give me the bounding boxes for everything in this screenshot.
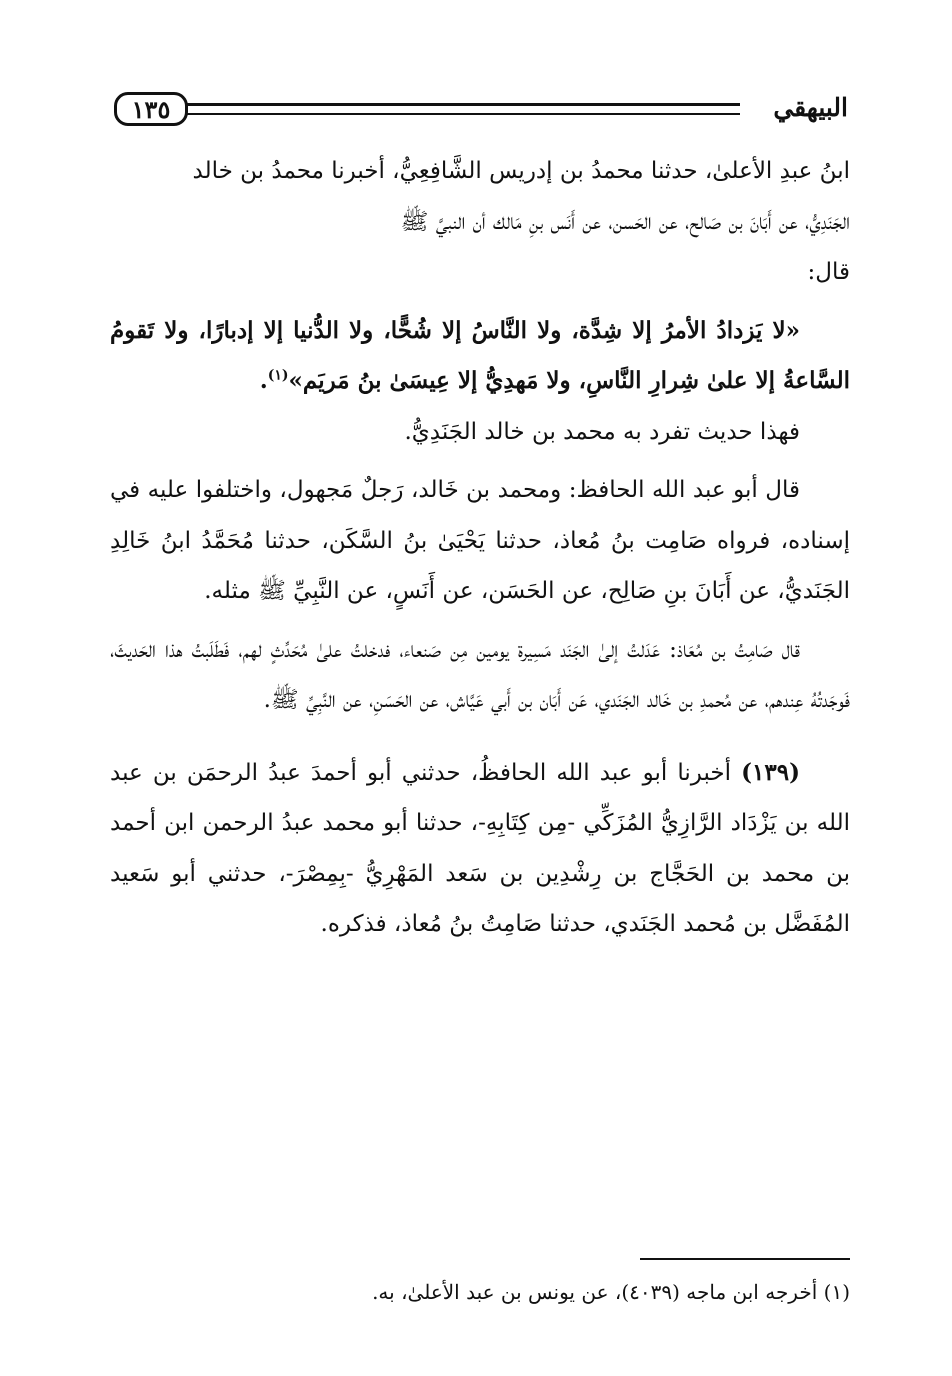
paragraph-1-line-3: قال: [807,259,850,285]
paragraph-5: قال صَامِتُ بن مُعَاذ: عَدَلتُ إلىٰ الجَنَد مَسِيرة يومين مِن صَنعاء، فدخلتُ علىٰ مُحَدِّثٍ لهم، فَطَلَبتُ هذا الحَديثَ، فَوجَدتُهُ عِندهم، عن مُحمدِ بن خَالد الجَنَدي، عَن أَبَان بن أَبي عَيَّاش، عن الحَسَنِ، عن النَّبِيِّ ﷺ. [110,636,850,713]
paragraph-6-text: أخبرنا أبو عبد الله الحافظُ، حدثني أبو أحمدَ عبدُ الرحمَن بن عبد الله بن يَزْدَاد الرَّازِيُّ المُزَكِّي -مِن كِتَابِهِ-، حدثنا أبو محمد عبدُ الرحمن ابن أحمد بن محمد بن الحَجَّاج بن رِشْدِين بن سَعد المَهْرِيُّ -بِمِصْرَ-، حدثني أبو سَعيد المُفَضَّل بن مُحمد الجَنَدي، حدثنا صَامِتُ بنُ مُعاذ، فذكره. [110,759,850,937]
paragraph-6 [110,748,850,950]
main-text [110,146,850,950]
footnote-separator [640,1258,850,1260]
hadith-number: (١٣٩) [741,758,800,786]
paragraph-1-line-1: ابنُ عبدِ الأعلىٰ، حدثنا محمدُ بن إدريس الشَّافِعِيُّ، أخبرنا محمدُ بن خالد [192,158,850,184]
paragraph-3: فهذا حديث تفرد به محمد بن خالد الجَنَدِيُّ. [404,418,800,445]
header-double-rule [184,103,746,115]
page-header [110,88,850,134]
page-number: ١٣٥ [114,92,188,126]
hadith-end-punct: . [259,367,268,394]
hadith-text: «لا يَزدادُ الأمرُ إلا شِدَّة، ولا النَّاسُ إلا شُحًّا، ولا الدُّنيا إلا إدبارًا، ولا تَقومُ السَّاعةُ إلا علىٰ شِرارِ النَّاسِ، ولا مَهدِيُّ إلا عِيسَىٰ بنُ مَريَم» [110,316,850,394]
footnote: (١) أخرجه ابن ماجه (٤٠٣٩)، عن يونس بن عبد الأعلىٰ، به. [372,1280,850,1304]
running-title: البيهقي [740,88,850,128]
paragraph-4: قال أبو عبد الله الحافظ: ومحمد بن خَالد، رَجلٌ مَجهول، واختلفوا عليه في إسناده، فرواه صَامِت بنُ مُعاذ، حدثنا يَحْيَىٰ بنُ السَّكَن، حدثنا مُحَمَّدُ ابنُ خَالِدِ الجَنَديُّ، عن أَبَانَ بنِ صَالِح، عن الحَسَن، عن أَنَسٍ، عن النَّبِيِّ ﷺ مثله. [110,477,850,604]
footnote-marker: (١) [267,367,289,384]
paragraph-1-line-2: الجَنَدِيُّ، عن أَبَانَ بن صَالح، عن الحَسن، عن أَنَس بنِ مَالك أن النبيَّ ﷺ [400,208,850,235]
hadith-quote [110,306,850,407]
